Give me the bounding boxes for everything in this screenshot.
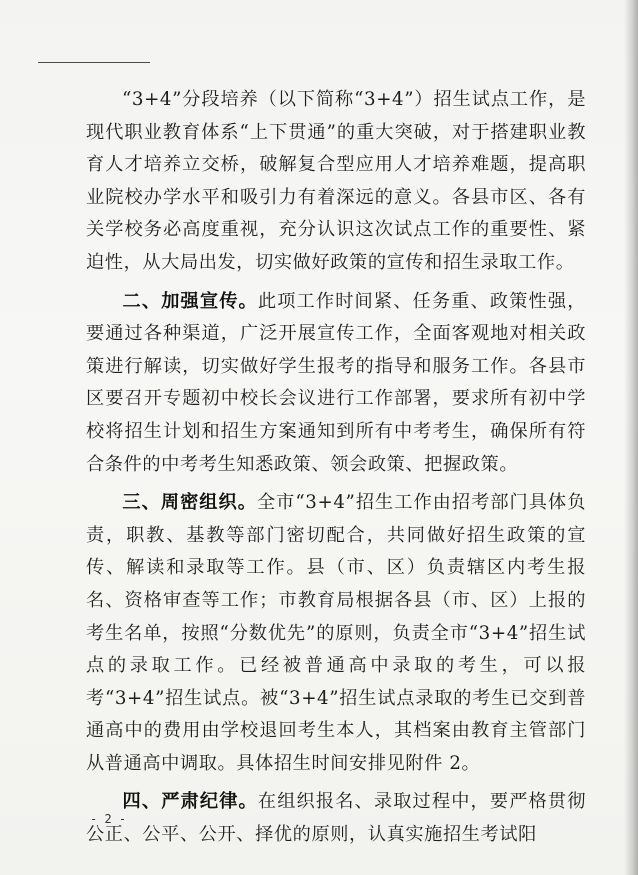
header-rule [38, 62, 150, 63]
document-body [86, 84, 586, 858]
page-number: - 2 - [90, 812, 127, 826]
intro-paragraph-text: “3+4”分段培养（以下简称“3+4”）招生试点工作，是现代职业教育体系“上下贯通”的重大突破，对于搭建职业教育人才培养立交桥，破解复合型应用人才培养难题，提高职业院校办学水平和吸引力有着深远的意义。各县市区、各有关学校务必高度重视，充分认识这次试点工作的重要性、紧迫性，从大局出发，切实做好政策的宣传和招生录取工作。 [86, 89, 586, 273]
intro-paragraph [86, 84, 586, 280]
section-discipline [86, 786, 586, 851]
section-text: 在组织报名、录取过程中，要严格贯彻公正、公平、公开、择优的原则，认真实施招生考试阳 [86, 791, 587, 846]
section-text: 全市“3+4”招生工作由招考部门具体负责，职教、基教等部门密切配合，共同做好招生政策的宣传、解读和录取等工作。县（市、区）负责辖区内考生报名、资格审查等工作；市教育局根据各县（市、区）上报的考生名单，按照“分数优先”的原则，负责全市“3+4”招生试点的录取工作。已经被普通高中录取的考生，可以报考“3+4”招生试点。被“3+4”招生试点录取的考生已交到普通高中的费用由学校退回考生本人，其档案由教育主管部门从普通高中调取。具体招生时间安排见附件 2。 [86, 492, 586, 774]
section-publicity [86, 286, 586, 482]
section-heading: 四、严肃纪律。 [122, 791, 258, 813]
page-binding-shadow [624, 0, 638, 875]
section-heading: 三、周密组织。 [122, 492, 257, 514]
section-heading: 二、加强宣传。 [122, 290, 258, 312]
section-text: 此项工作时间紧、任务重、政策性强，要通过各种渠道，广泛开展宣传工作，全面客观地对相关政策进行解读，切实做好学生报考的指导和服务工作。各县市区要召开专题初中校长会议进行工作部署，要求所有初中学校将招生计划和招生方案通知到所有中考考生，确保所有符合条件的中考考生知悉政策、领会政策、把握政策。 [86, 290, 587, 475]
section-organization [86, 487, 586, 780]
